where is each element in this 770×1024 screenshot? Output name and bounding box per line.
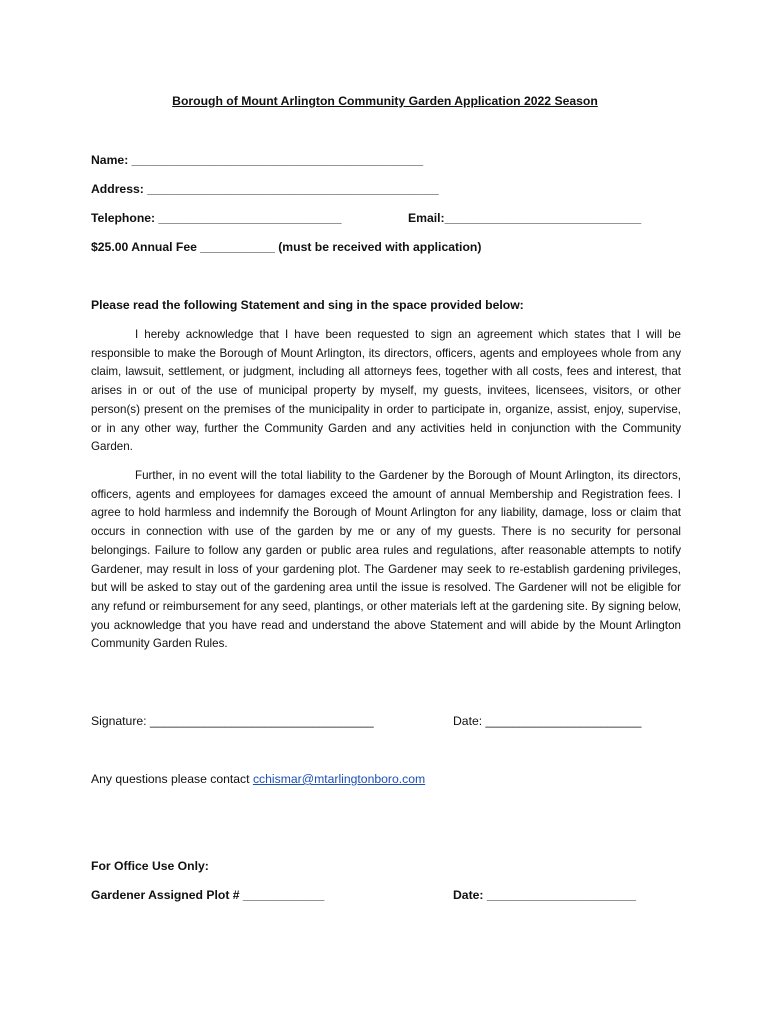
contact-prefix: Any questions please contact — [91, 772, 253, 786]
form-title: Borough of Mount Arlington Community Garden Application 2022 Season — [172, 94, 598, 108]
acknowledgement-paragraph — [91, 326, 681, 457]
annual-fee-field[interactable]: $25.00 Annual Fee ___________ (must be received with application) — [91, 240, 482, 254]
email-field[interactable]: Email:_____________________________ — [408, 211, 642, 225]
signature-date-field[interactable]: Date: _______________________ — [453, 714, 642, 728]
liability-text: Further, in no event will the total liability to the Gardener by the Borough of Mount Arlington, its directors, officers, agents and employees for damages exceed the amount of annual Membership and Registration fees. I agree to hold harmless and indemnify the Borough of Mount Arlington for any liability, damage, loss or claim that occurs in connection with use of the garden by me or any of my guests. There is no security for personal belongings. Failure to follow any garden or public area rules and regulations, after reasonable attempts to notify Gardener, may result in loss of your gardening plot. The Gardener may seek to re-establish gardening privileges, but will be asked to stay out of the gardening area until the issue is resolved. The Gardener will not be eligible for any refund or reimbursement for any seed, plantings, or other materials left at the gardening site. By signing below, you acknowledge that you have read and understand the above Statement and will abide by the Mount Arlington Community Garden Rules. — [91, 469, 681, 651]
office-use-heading: For Office Use Only: — [91, 859, 209, 873]
liability-paragraph — [91, 467, 681, 654]
statement-heading: Please read the following Statement and sing in the space provided below: — [91, 298, 524, 312]
signature-field[interactable]: Signature: _________________________________ — [91, 714, 374, 728]
name-field[interactable]: Name: ___________________________________________ — [91, 153, 424, 167]
telephone-field[interactable]: Telephone: ___________________________ — [91, 211, 342, 225]
office-date-field[interactable]: Date: ______________________ — [453, 888, 636, 902]
contact-email-link[interactable]: cchismar@mtarlingtonboro.com — [252, 772, 426, 786]
acknowledgement-text: I hereby acknowledge that I have been requested to sign an agreement which states that I will be responsible to make the Borough of Mount Arlington, its directors, officers, agents and employees whole from any claim, lawsuit, settlement, or judgment, including all attorneys fees, together with all costs, fees and interest, that arises in or out of the use of municipal property by myself, my guests, invitees, licensees, visitors, or other person(s) present on the premises of the municipality in order to participate in, organize, assist, enjoy, supervise, or in any other way, further the Community Garden and any activities held in conjunction with the Community Garden. — [91, 328, 681, 454]
address-field[interactable]: Address: ___________________________________________ — [91, 182, 439, 196]
assigned-plot-field[interactable]: Gardener Assigned Plot # ____________ — [91, 888, 325, 902]
contact-line — [91, 772, 425, 786]
